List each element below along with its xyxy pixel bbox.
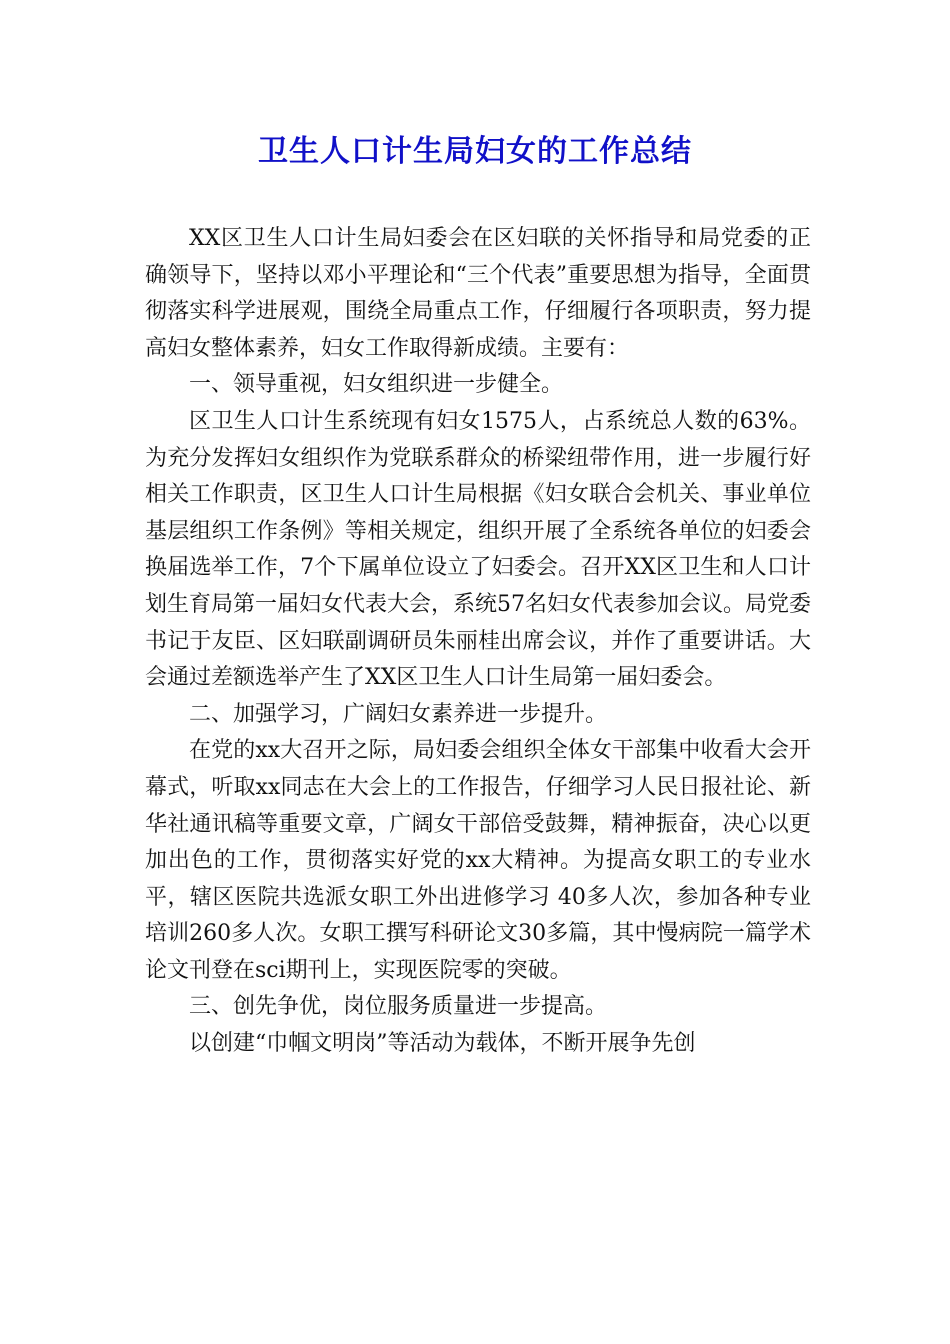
document-body (145, 221, 811, 1063)
paragraph-section-1: 区卫生人口计生系统现有妇女1575人，占系统总人数的63%。为充分发挥妇女组织作为党联系群众的桥梁纽带作用，进一步履行好相关工作职责，区卫生人口计生局根据《妇女联合会机关、事业单位基层组织工作条例》等相关规定，组织开展了全系统各单位的妇委会换届选举工作，7个下属单位设立了妇委会。召开XX区卫生和人口计划生育局第一届妇女代表大会，系统57名妇女代表参加会议。局党委书记于友臣、区妇联副调研员朱丽桂出席会议，并作了重要讲话。大会通过差额选举产生了XX区卫生人口计生局第一届妇委会。 (145, 408, 811, 691)
section-heading-3: 三、创先争优，岗位服务质量进一步提高。 (189, 994, 608, 1020)
paragraph-section-2: 在党的xx大召开之际，局妇委会组织全体女干部集中收看大会开幕式，听取xx同志在大会上的工作报告，仔细学习人民日报社论、新华社通讯稿等重要文章，广阔女干部倍受鼓舞，精神振奋，决心以更加出色的工作，贯彻落实好党的xx大精神。为提高女职工的专业水平，辖区医院共选派女职工外出进修学习 40多人次，参加各种专业培训260多人次。女职工撰写科研论文30多篇，其中慢病院一篇学术论文刊登在sci期刊上，实现医院零的突破。 (145, 738, 811, 983)
section-heading-2: 二、加强学习，广阔妇女素养进一步提升。 (189, 701, 608, 727)
document-title: 卫生人口计生局妇女的工作总结 (258, 134, 692, 169)
section-heading-1: 一、领导重视，妇女组织进一步健全。 (189, 372, 564, 398)
paragraph-section-3: 以创建“巾帼文明岗”等活动为载体，不断开展争先创 (189, 1031, 696, 1057)
paragraph-intro: XX区卫生人口计生局妇委会在区妇联的关怀指导和局党委的正确领导下，坚持以邓小平理论和“三个代表”重要思想为指导，全面贯彻落实科学进展观，围绕全局重点工作，仔细履行各项职责，努力提高妇女整体素养，妇女工作取得新成绩。主要有： (145, 226, 811, 361)
